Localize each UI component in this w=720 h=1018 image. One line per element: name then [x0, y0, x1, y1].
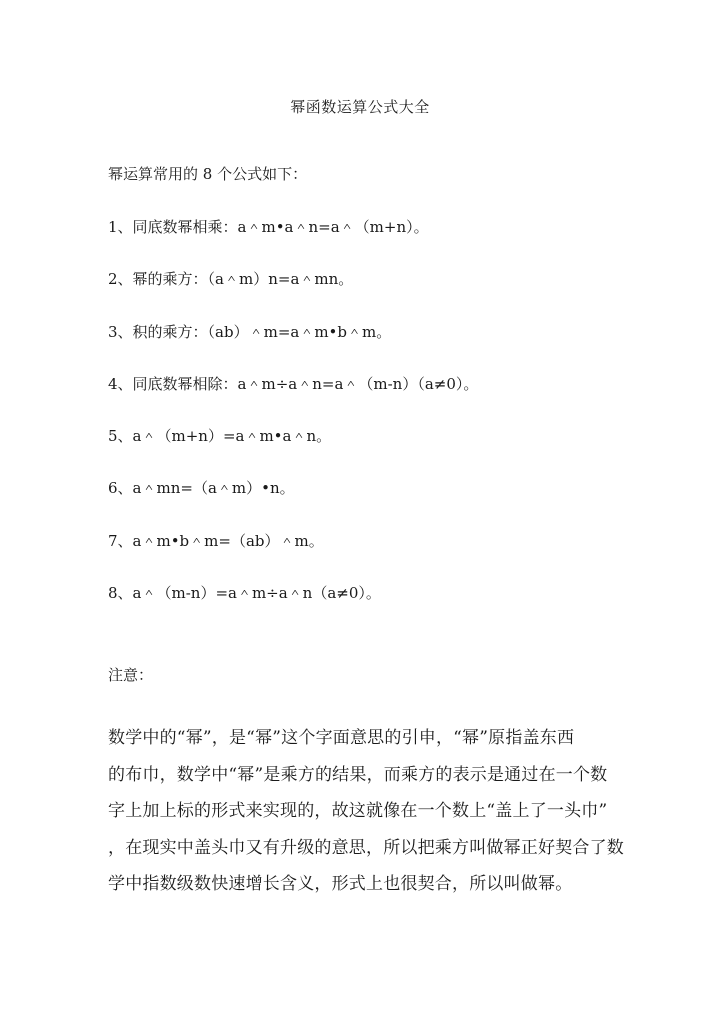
formula-item: 2、幂的乘方：（a＾m）n=a＾mn。: [108, 270, 354, 289]
note-paragraph: [108, 726, 624, 909]
formula-item: 5、a＾（m+n）=a＾m•a＾n。: [108, 427, 332, 446]
formula-item: 4、同底数幂相除：a＾m÷a＾n=a＾（m-n）（a≠0）。: [108, 374, 479, 393]
note-line: 学中指数级数快速增长含义，形式上也很契合，所以叫做幂。: [108, 874, 573, 894]
formula-item: 3、积的乘方：（ab）＾m=a＾m•b＾m。: [108, 322, 392, 341]
formula-list: [108, 217, 478, 635]
intro-text: 幂运算常用的 8 个公式如下：: [108, 165, 308, 183]
formula-item: 1、同底数幂相乘：a＾m•a＾n=a＾（m+n）。: [108, 218, 429, 236]
note-line: ，在现实中盖头巾又有升级的意思，所以把乘方叫做幂正好契合了数: [108, 837, 624, 858]
document-title: 幂函数运算公式大全: [290, 98, 430, 116]
formula-item: 6、a＾mn=（a＾m）•n。: [108, 479, 295, 498]
formula-item: 7、a＾m•b＾m=（ab）＾m。: [108, 531, 324, 550]
note-line: 字上加上标的形式来实现的，故这就像在一个数上“盖上了一头巾”: [108, 801, 608, 821]
formula-item: 8、a＾（m-n）=a＾m÷a＾n（a≠0）。: [108, 584, 381, 603]
note-heading: 注意：: [108, 666, 154, 684]
note-line: 数学中的“幂”，是“幂”这个字面意思的引申，“幂”原指盖东西: [108, 728, 575, 748]
note-line: 的布巾，数学中“幂”是乘方的结果，而乘方的表示是通过在一个数: [108, 764, 608, 785]
